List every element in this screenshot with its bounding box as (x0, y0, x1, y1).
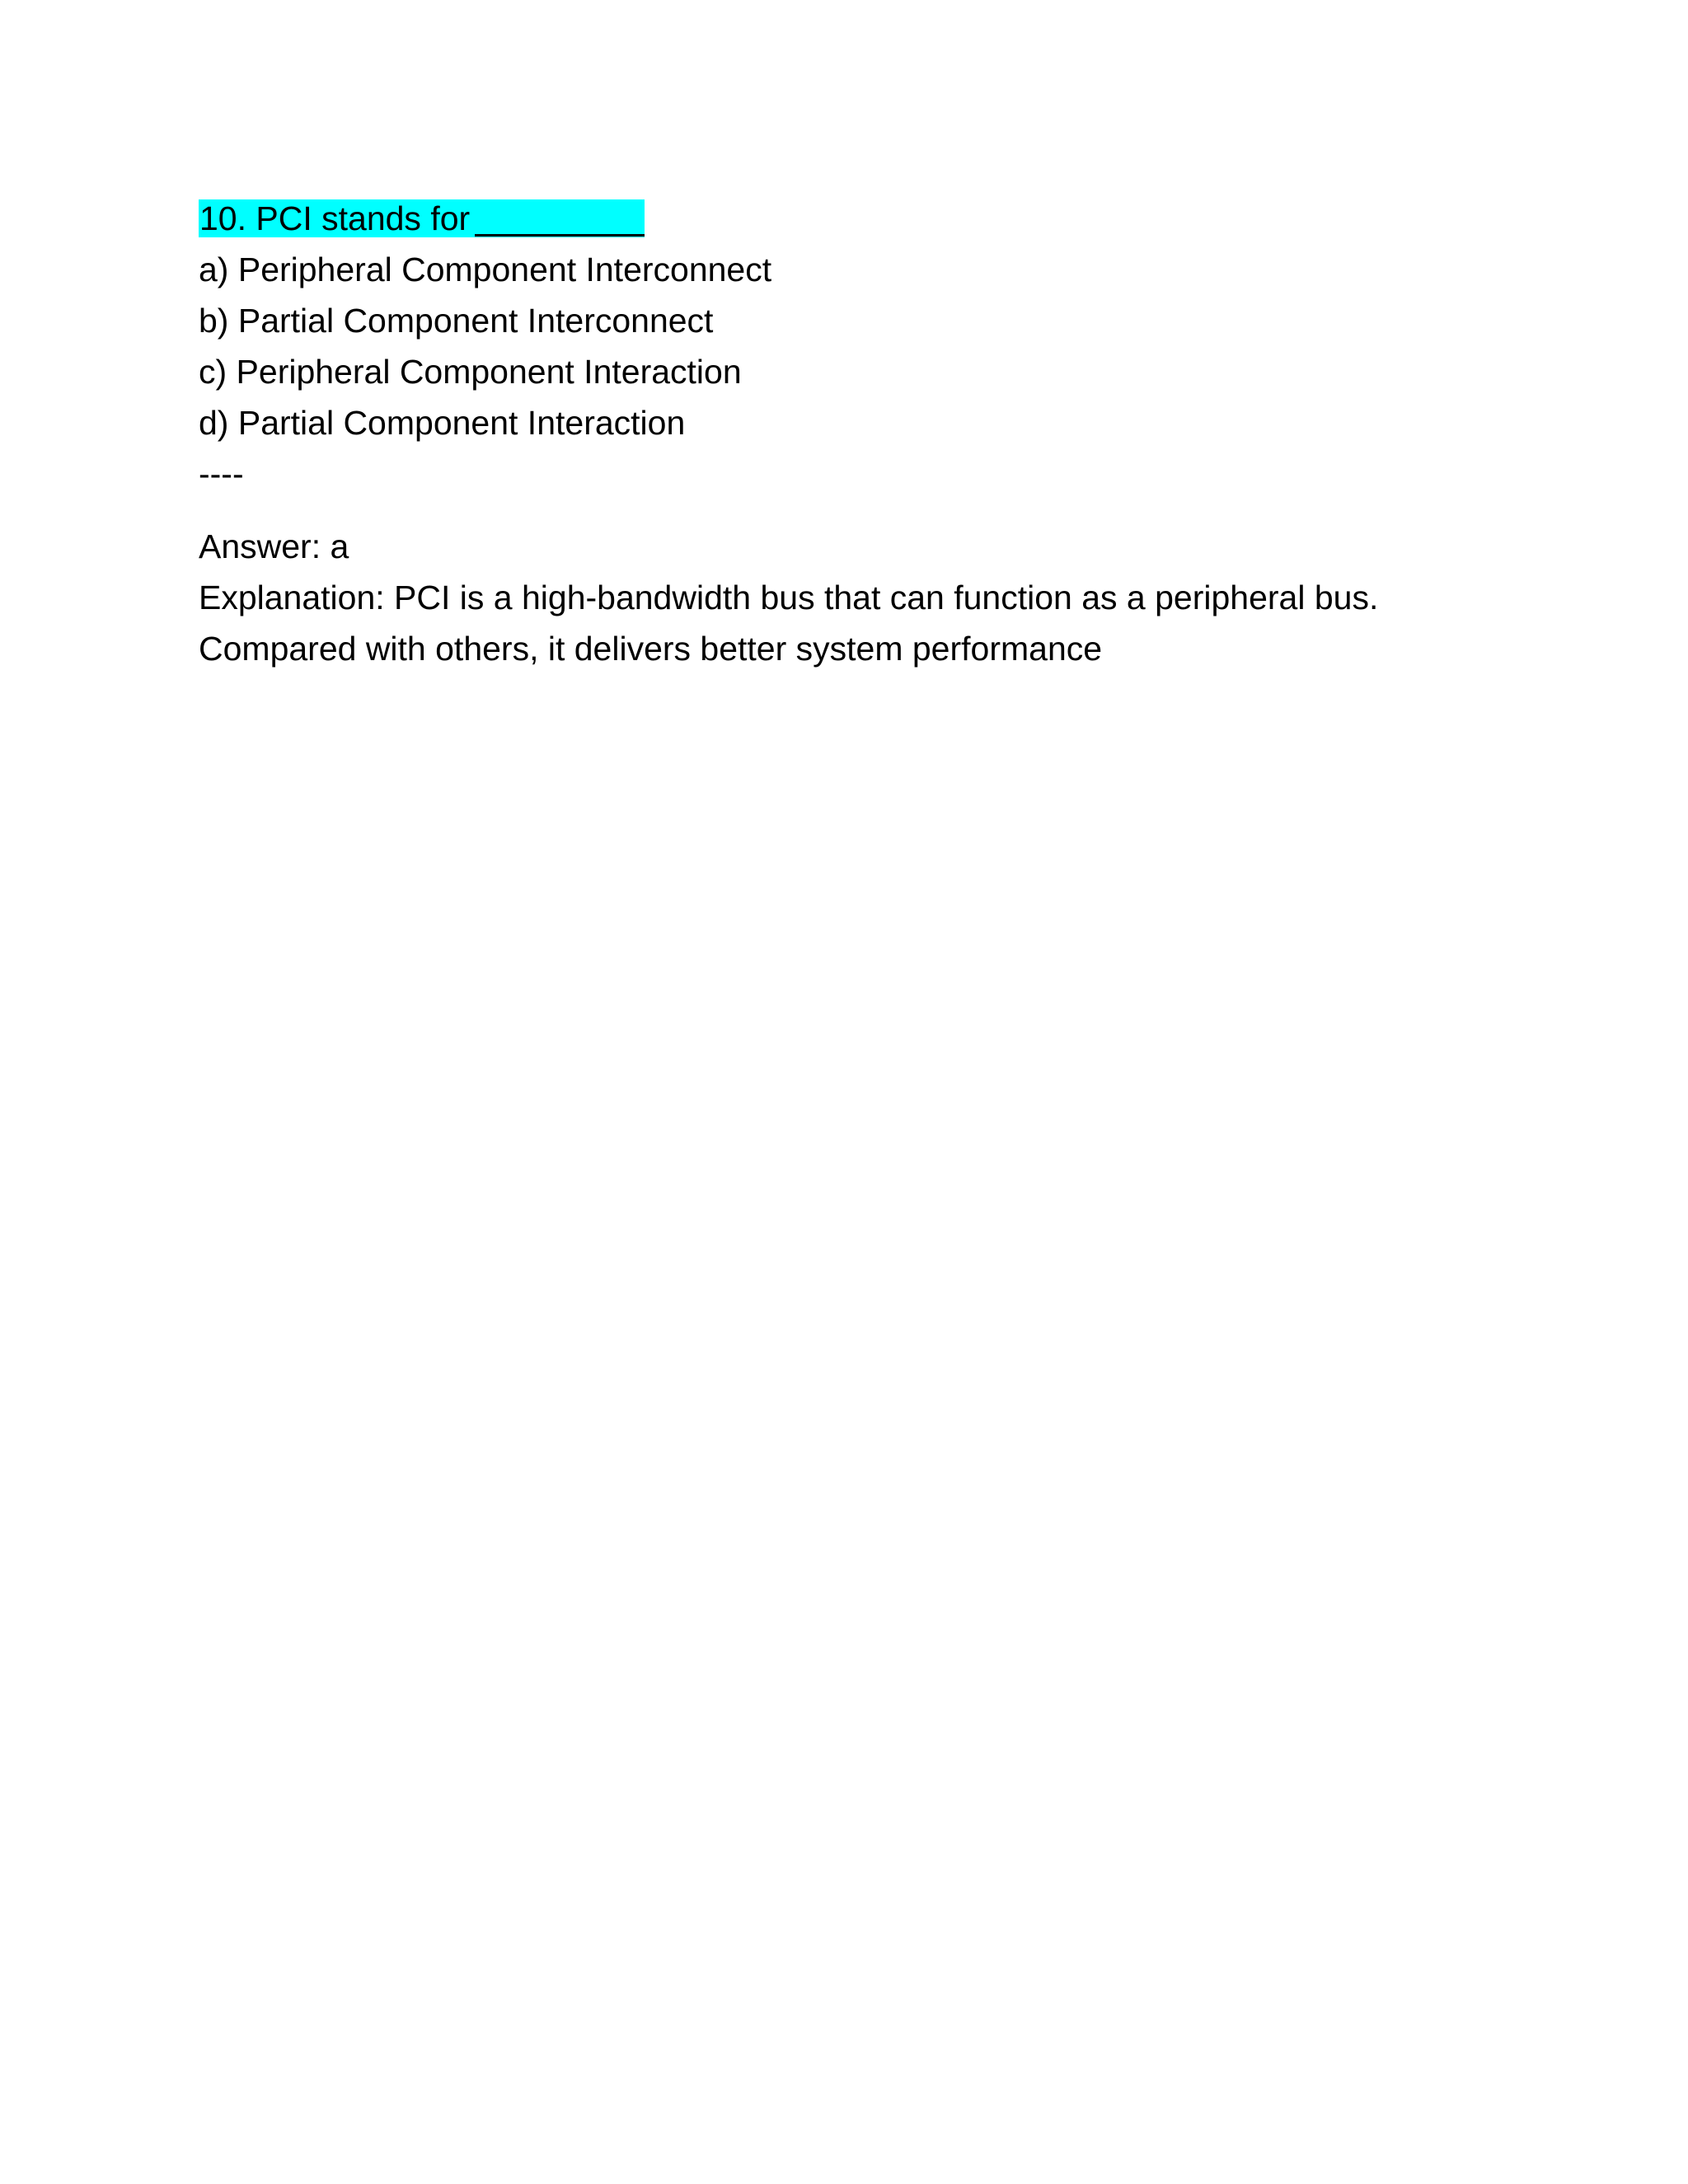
answer-line: Answer: a (199, 527, 349, 565)
option-c: c) Peripheral Component Interaction (199, 353, 742, 391)
separator: ---- (199, 455, 244, 493)
option-b: b) Partial Component Interconnect (199, 302, 714, 340)
explanation-line-1: Explanation: PCI is a high-bandwidth bus that can function as a peripheral bus. (199, 579, 1379, 616)
question-block (199, 195, 1534, 674)
option-a: a) Peripheral Component Interconnect (199, 251, 772, 288)
explanation-line-2: Compared with others, it delivers better system performance (199, 630, 1103, 668)
option-d: d) Partial Component Interaction (199, 404, 686, 442)
question-text: 10. PCI stands for (199, 199, 471, 237)
question-highlight (199, 199, 645, 237)
answer-blank (475, 199, 645, 237)
question-line (199, 195, 645, 241)
